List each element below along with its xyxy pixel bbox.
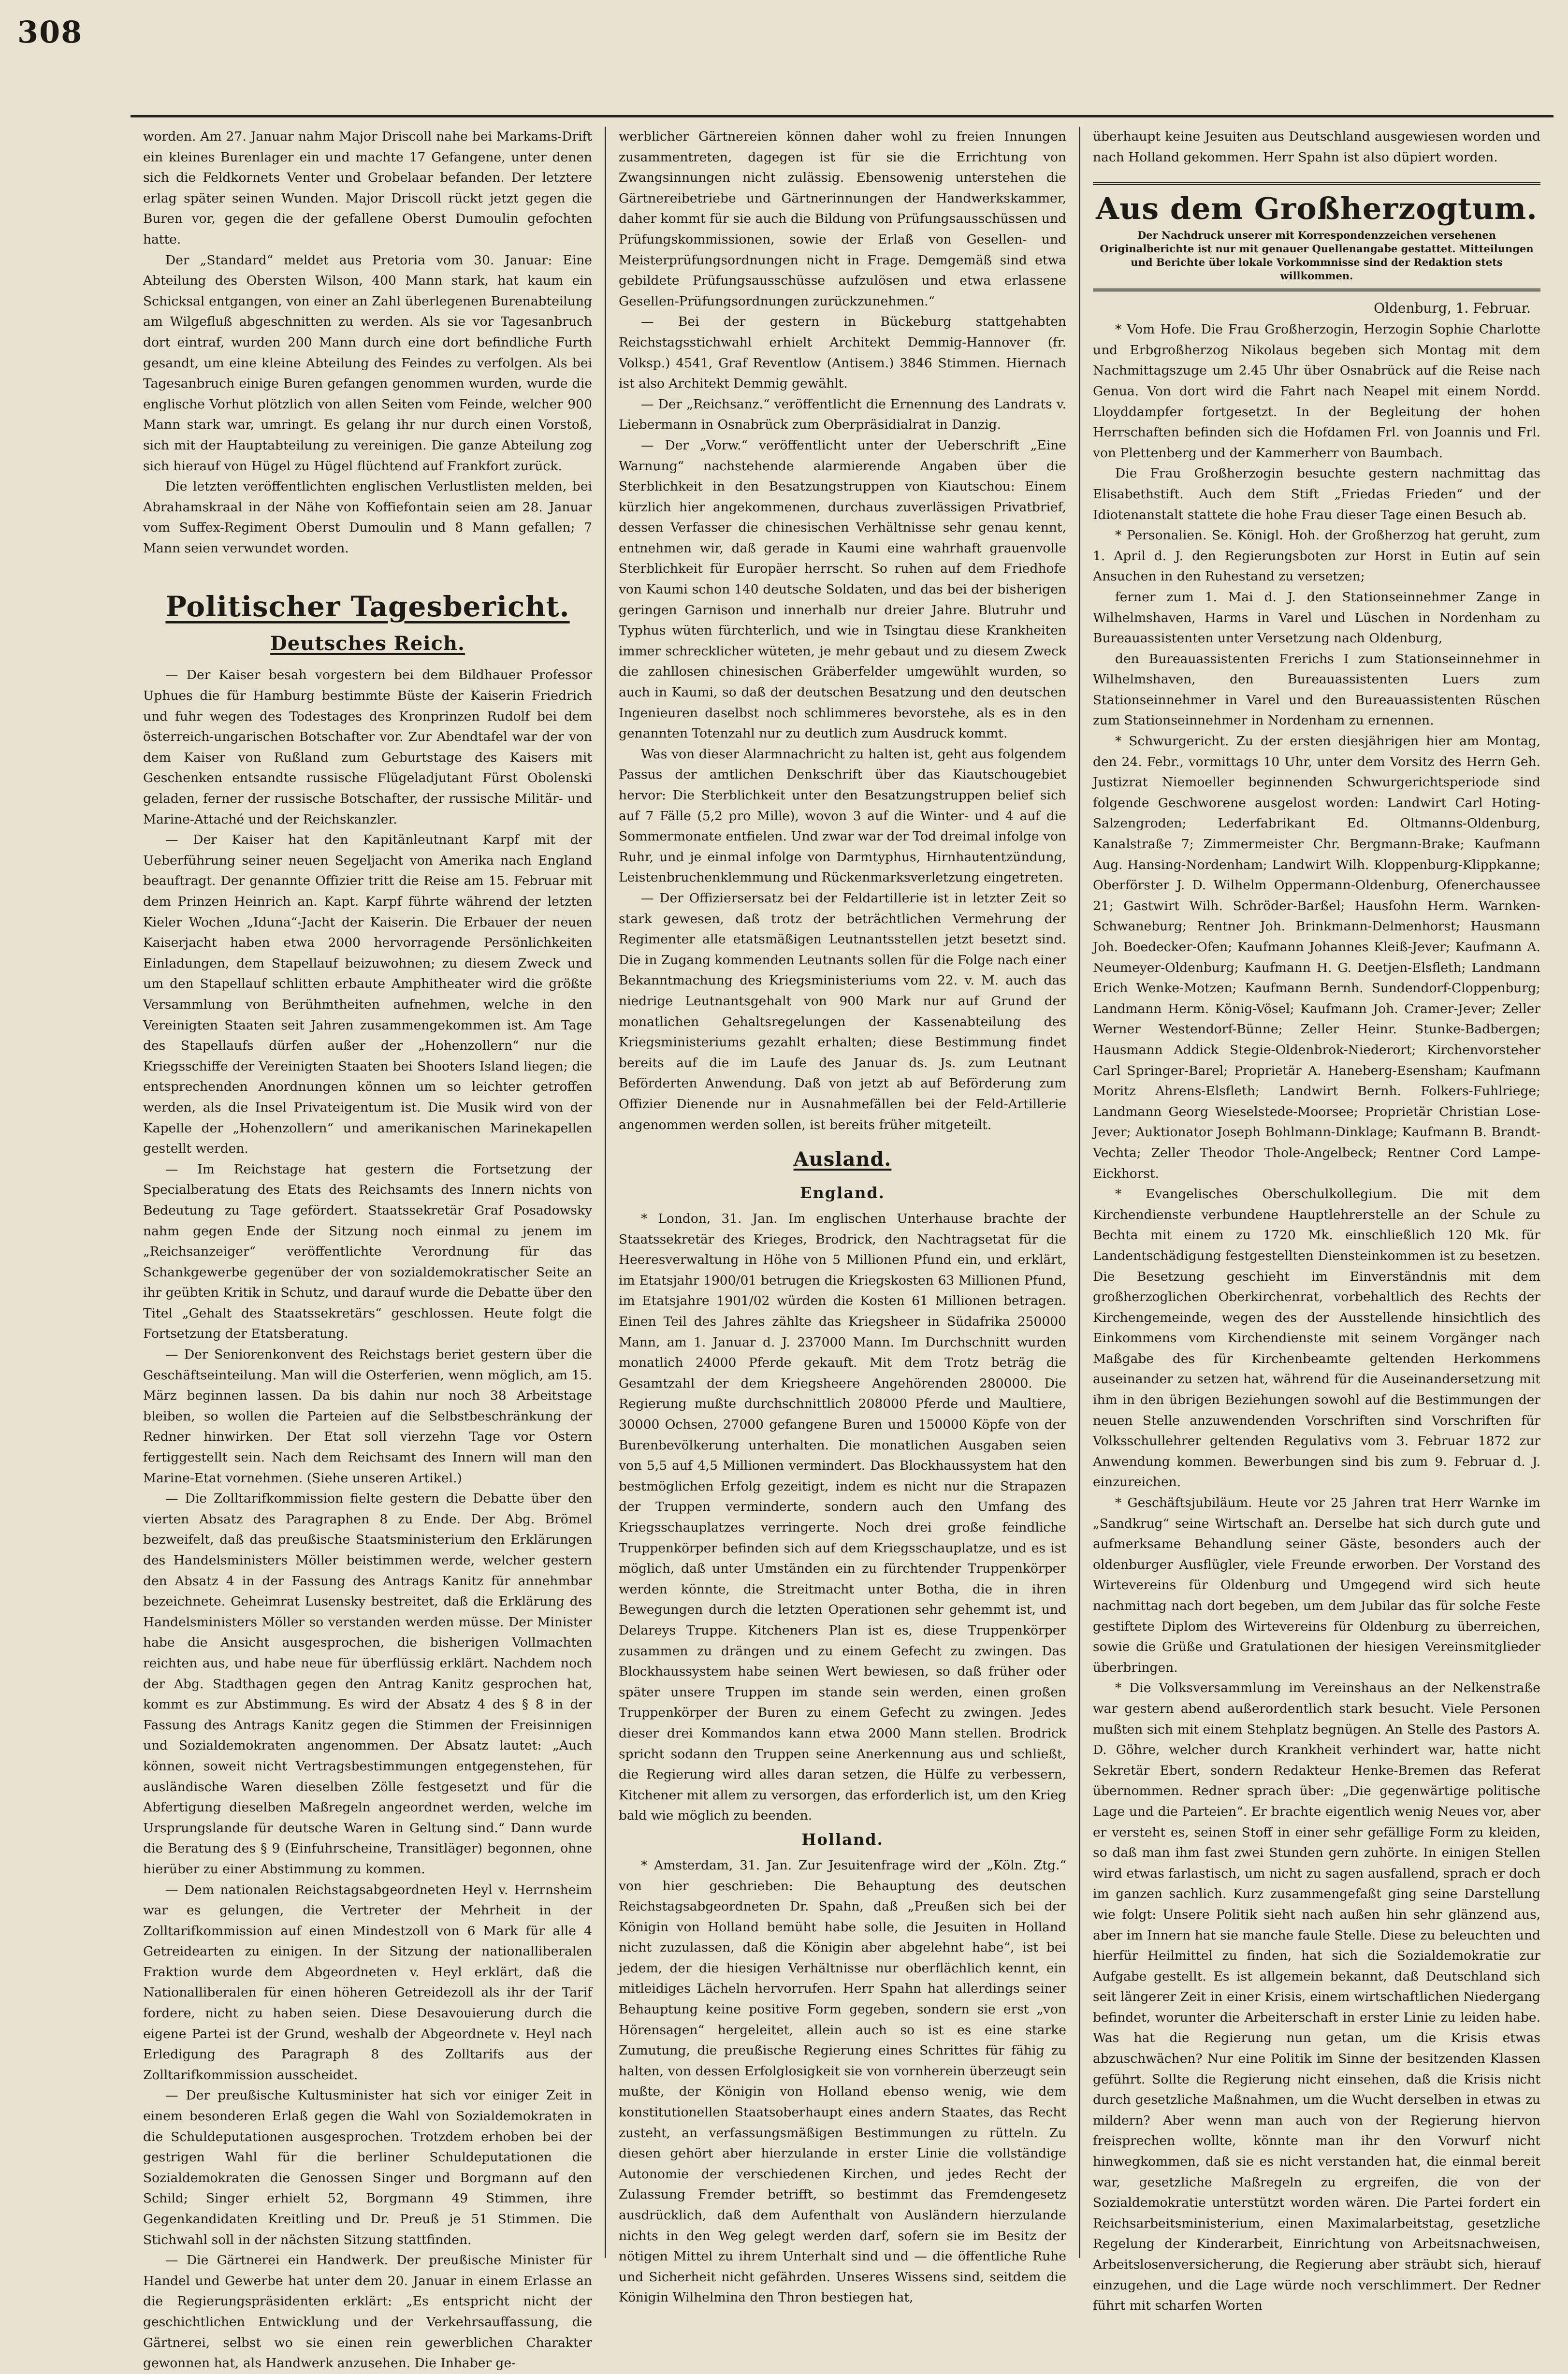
paragraph: — Der Seniorenkonvent des Reichstags beriet gestern über die Geschäftseinteilung. Man will die Osterferien, wenn möglich, am 15. März beginnen lassen. Da bis dahin nur noch 38 Arbeitstage bleiben, so wollen die Parteien auf die Selbstbeschränkung der Redner hinwirken. Der Etat soll vierzehn Tage vor Ostern fertiggestellt sein. Nach dem Reichsamt des Innern will man den Marine-Etat vornehmen. (Siehe unseren Artikel.) (143, 1347, 592, 1486)
paragraph: — Der „Vorw.“ veröffentlicht unter der Ueberschrift „Eine Warnung“ nachstehende alarmierende Angaben über die Sterblichkeit in den Besatzungstruppen von Kiautschou: Einem kürzlich hier angekommenen, durchaus zuverlässigen Privatbrief, dessen Verfasser die chinesischen Verhältnisse sehr genau kennt, entnehmen wir, daß gerade in Kaumi eine wahrhaft grauenvolle Sterblichkeit für Europäer herrscht. So ruhen auf dem Friedhofe von Kaumi schon 140 deutsche Soldaten, und das bei der bisherigen geringen Garnison und innerhalb nur dreier Jahre. Blutruhr und Typhus wüten fürchterlich, und wie in Tsingtau diese Krankheiten immer schrecklicher wüteten, je mehr gebaut und zu diesem Zweck die zahllosen chinesischen Gräberfelder umgewühlt wurden, so auch in Kaumi, so daß der deutschen Besatzung und den deutschen Ingenieuren daselbst noch schlimmeres bevorstehe, als es in den genannten Totenzahl nur zu deutlich zum Ausdruck kommt. (619, 437, 1066, 741)
subheading-england: England. (800, 1184, 885, 1202)
subheading-german-empire: Deutsches Reich. (270, 632, 465, 655)
column-2 (605, 127, 1079, 2305)
paragraph: Was von dieser Alarmnachricht zu halten ist, geht aus folgendem Passus der amtlichen Denkschrift über das Kiautschougebiet hervor: Die Sterblichkeit unter den Besatzungstruppen belief sich auf 7 Fälle (5,2 pro Mille), wovon 3 auf die Winter- und 4 auf die Sommermonate entfielen. Und zwar war der Tod dreimal infolge von Ruhr, und je einmal infolge von Darmtyphus, Hirnhautentzündung, Leistenbruchenklemmung und Rückenmarksverletzung eingetreten. (619, 746, 1066, 885)
column-3 (1079, 127, 1553, 2314)
section-heading-abroad: Ausland. (793, 1148, 892, 1171)
paragraph: * Personalien. Se. Königl. Hoh. der Großherzog hat geruht, zum 1. April d. J. den Regierungsboten zur Horst in Eutin auf sein Ansuchen in den Ruhestand zu versetzen; (1093, 528, 1540, 584)
paragraph: Die Frau Großherzogin besuchte gestern nachmittag das Elisabethstift. Auch dem Stift „Friedas Frieden“ und der Idiotenanstalt stattete die hohe Frau dieser Tage einen Besuch ab. (1093, 466, 1540, 522)
paragraph: * Geschäftsjubiläum. Heute vor 25 Jahren trat Herr Warnke im „Sandkrug“ seine Wirtschaft an. Derselbe hat sich durch gute und aufmerksame Behandlung seiner Gäste, besonders auch der oldenburger Ausflügler, viele Freunde erworben. Der Vorstand des Wirtevereins für Oldenburg und Umgegend wird sich heute nachmittag nach dort begeben, um dem Jubilar das für solche Feste gestiftete Diplom des Wirtevereins für Oldenburg zu überreichen, sowie die Grüße und Gratulationen der hiesigen Vereinsmitglieder überbringen. (1093, 1495, 1540, 1675)
paragraph: * Amsterdam, 31. Jan. Zur Jesuitenfrage wird der „Köln. Ztg.“ von hier geschrieben: Die Behauptung des deutschen Reichstagsabgeordneten Dr. Spahn, daß „Preußen sich bei der Königin von Holland bemüht habe solle, die Jesuiten in Holland nicht zuzulassen, daß die Königin aber abgelehnt habe“, ist bei jedem, der die hiesigen Verhältnisse nur oberflächlich kennt, ein mitleidiges Lächeln hervorrufen. Herr Spahn hat allerdings seiner Behauptung keine positive Form gegeben, sondern sie erst „von Hörensagen“ hergeleitet, allein auch so ist es eine starke Zumutung, die preußische Regierung eines Schrittes für fähig zu halten, von dessen Erfolglosigkeit sie von vornherein überzeugt sein mußte, der Königin von Holland ebenso wenig, wie dem konstitutionellen Staatsoberhaupt eines andern Staates, das Recht zusteht, an verfassungsmäßigen Bestimmungen zu rütteln. Zu diesen gehört aber hierzulande in erster Linie die vollständige Autonomie der verschiedenen Kirchen, und jedes Recht der Zulassung Fremder betrifft, so bestimmt das Fremdengesetz ausdrücklich, daß dem Aufenthalt von Ausländern hierzulande nichts in den Weg gelegt werden darf, sofern sie im Besitz der nötigen Mittel zu ihrem Unterhalt sind und — die öffentliche Ruhe und Sicherheit nicht gefährden. Unseres Wissens sind, seitdem die Königin Wilhelmina den Thron bestiegen hat, (619, 1857, 1066, 2305)
paragraph: Der „Standard“ meldet aus Pretoria vom 30. Januar: Eine Abteilung des Obersten Wilson, 400 Mann stark, hat kaum ein Schicksal entgangen, von einer an Zahl überlegenen Burenabteilung am Wilgefluß abgeschnitten zu werden. Als sie vor Tagesanbruch dort eintraf, wurden 200 Mann durch eine dort befindliche Furth gesandt, um eine kleine Abteilung des Feindes zu verfolgen. Als bei Tagesanbruch einige Buren gefangen genommen wurden, wurde die englische Vorhut plötzlich von allen Seiten vom Feinde, welcher 900 Mann stark war, umringt. Es gelang ihr nur durch einen Vorstoß, sich mit der Hauptabteilung zu vereinigen. Die ganze Abteilung zog sich hierauf von Hügel zu Hügel flüchtend auf Frankfort zurück. (143, 252, 592, 474)
paragraph: den Bureauassistenten Frerichs I zum Stationseinnehmer in Wilhelmshaven, den Bureauassistenten Luers zum Stationseinnehmer in Varel und den Bureauassistenten Rüschen zum Stationseinnehmer in Nordenham zu ernennen. (1093, 651, 1540, 728)
dateline: Oldenburg, 1. Februar. (1374, 300, 1531, 317)
section-heading-politics: Politischer Tagesbericht. (165, 590, 570, 623)
paragraph: * Vom Hofe. Die Frau Großherzogin, Herzogin Sophie Charlotte und Erbgroßherzog Nikolaus begeben sich Montag mit dem Nachmittagszuge um 2.45 Uhr über Osnabrück auf die Reise nach Genua. Von dort wird die Fahrt nach Neapel mit einem Nordd. Lloyddampfer fortgesetzt. In der Begleitung der hohen Herrschaften befinden sich die Hofdamen Frl. von Joannis und Frl. von Plettenberg und der Kammerherr von Baumbach. (1093, 322, 1540, 461)
paragraph: werblicher Gärtnereien können daher wohl zu freien Innungen zusammentreten, dagegen ist für sie die Errichtung von Zwangsinnungen nicht zulässig. Ebensowenig unterstehen die Gärtnereibetriebe und Gärtnerinnungen der Handwerkskammer, daher kommt für sie auch die Bildung von Prüfungsausschüssen und Prüfungskommissionen, sowie der Erlaß von Gesellen- und Meisterprüfungsordnungen nicht in Frage. Demgemäß sind etwa gebildete Prüfungsausschüsse aufzulösen und etwa erlassene Gesellen-Prüfungsordnungen zurückzunehmen.“ (619, 129, 1066, 309)
paragraph: Die letzten veröffentlichten englischen Verlustlisten melden, bei Abrahamskraal in der Nähe von Koffiefontain seien am 28. Januar vom Suffex-Regiment Oberst Dumoulin und 8 Mann gefallen; 7 Mann seien verwundet worden. (143, 479, 592, 556)
section-heading-grand-duchy: Aus dem Großherzogtum. (1096, 191, 1538, 227)
paragraph: — Der Kaiser hat den Kapitänleutnant Karpf mit der Ueberführung seiner neuen Segeljacht von Amerika nach England beauftragt. Der genannte Offizier tritt die Reise am 15. Februar mit dem Prinzen Heinrich an. Kapt. Karpf führte während der letzten Kieler Wochen „Iduna“-Jacht der Kaiserin. Die Erbauer der neuen Kaiserjacht haben etwa 2000 hervorragende Persönlichkeiten Einladungen, dem Stapellauf beizuwohnen; zu diesem Zweck und um den Stapellauf schlitten erbaute Amphitheater wird die größte Versammlung von Berühmtheiten aufnehmen, welche in den Vereinigten Staaten seit Jahren zusammengekommen ist. Am Tage des Stapellaufs dürfen außer der „Hohenzollern“ nur die Kriegsschiffe der Vereinigten Staaten bei Shooters Island liegen; die entsprechenden Anordnungen können um so leichter getroffen werden, als die Insel Privateigentum ist. Die Musik wird von der Kapelle der „Hohenzollern“ und amerikanischen Marinekapellen gestellt werden. (143, 832, 592, 1157)
paragraph: — Der preußische Kultusminister hat sich vor einiger Zeit in einem besonderen Erlaß gegen die Wahl von Sozialdemokraten in die Schuldeputationen ausgesprochen. Trotzdem erhoben bei der gestrigen Wahl für die berliner Schuldeputationen die Sozialdemokraten die Genossen Singer und Borgmann auf den Schild; Singer erhielt 52, Borgmann 49 Stimmen, ihre Gegenkandidaten Kreitling und Dr. Preuß je 51 Stimmen. Die Stichwahl soll in der nächsten Sitzung stattfinden. (143, 2088, 592, 2247)
paragraph: * Schwurgericht. Zu der ersten diesjährigen hier am Montag, den 24. Febr., vormittags 10 Uhr, unter dem Vorsitz des Herrn Geh. Justizrat Niemoeller beginnenden Schwurgerichtsperiode sind folgende Geschworene ausgelost worden: Landwirt Carl Hoting-Salzengroden; Lederfabrikant Ed. Oltmanns-Oldenburg, Kanalstraße 7; Zimmermeister Chr. Bergmann-Brake; Kaufmann Aug. Hansing-Nordenham; Landwirt Wilh. Kloppenburg-Klippkanne; Oberförster J. D. Wilhelm Oppermann-Oldenburg, Ofenerchaussee 21; Gastwirt Wilh. Schröder-Barßel; Hausfohn Herm. Warnken-Schwaneburg; Rentner Joh. Brinkmann-Delmenhorst; Hausmann Joh. Boedecker-Ofen; Kaufmann Johannes Kleiß-Jever; Kaufmann A. Neumeyer-Oldenburg; Kaufmann H. G. Deetjen-Elsfleth; Landmann Erich Wenke-Motzen; Kaufmann Bernh. Sundendorf-Cloppenburg; Landmann Herm. König-Vösel; Kaufmann Joh. Cramer-Jever; Zeller Werner Westendorf-Bünne; Zeller Heinr. Stunke-Badbergen; Hausmann Addick Stegie-Oldenbrok-Niederort; Kirchenvorsteher Carl Springer-Barel; Proprietär A. Haneberg-Esensham; Kaufmann Moritz Ahrens-Elsfleth; Landwirt Bernh. Folkers-Fuhlriege; Landmann Georg Wieselstede-Moorsee; Proprietär Christian Lose-Jever; Auktionator Joseph Bohlmann-Dinklage; Kaufmann B. Brandt-Vechta; Zeller Theodor Thole-Angelbeck; Rentner Cord Lampe-Eickhorst. (1093, 734, 1540, 1181)
paragraph: — Die Gärtnerei ein Handwerk. Der preußische Minister für Handel und Gewerbe hat unter dem 20. Januar in einem Erlasse an die Regierungspräsidenten erklärt: „Es entspricht nicht der geschichtlichen Entwicklung und der Verkehrsauffassung, die Gärtnerei, selbst wo sie einen rein gewerblichen Charakter gewonnen hat, als Handwerk anzusehen. Die Inhaber ge- (143, 2253, 592, 2371)
paragraph: — Dem nationalen Reichstagsabgeordneten Heyl v. Herrnsheim war es gelungen, die Vertreter der Mehrheit in der Zolltarifkommission auf einen Mindestzoll von 6 Mark für alle 4 Getreidearten zu einigen. In der Sitzung der nationalliberalen Fraktion wurde dem Abgeordneten v. Heyl erklärt, daß die Nationalliberalen für einen höheren Getreidezoll als ihr der Tarif fordere, nicht zu haben seien. Diese Desavouierung durch die eigene Partei ist der Grund, weshalb der Abgeordnete v. Heyl nach Erledigung des Paragraph 8 des Zolltarifs aus der Zolltarifkommission ausscheidet. (143, 1882, 592, 2083)
subheading-holland: Holland. (801, 1830, 884, 1849)
paragraph: * Die Volksversammlung im Vereinshaus an der Nelkenstraße war gestern abend außerordentlich stark besucht. Viele Personen mußten sich mit einem Stehplatz begnügen. An Stelle des Pastors A. D. Göhre, welcher durch Krankheit verhindert war, hatte nicht Sekretär Ebert, sondern Redakteur Henke-Bremen das Referat übernommen. Redner sprach über: „Die gegenwärtige politische Lage und die Parteien“. Er brachte eigentlich wenig Neues vor, aber er versteht es, seinen Stoff in einer sehr gefällige Form zu kleiden, so daß man ihm fast zwei Stunden gern zuhörte. In einigen Stellen wird etwas farlastisch, um nicht zu sagen ausfallend, sprach er doch im ganzen sachlich. Kurz zusammengefaßt ging seine Darstellung wie folgt: Unsere Politik sieht nach außen hin sehr glänzend aus, aber im Innern hat sie manche faule Stelle. Diese zu beleuchten und hierfür Heilmittel zu finden, hat sich die Sozialdemokratie zur Aufgabe gestellt. Es ist allgemein bekannt, daß Deutschland sich seit längerer Zeit in einer Krisis, einem wirtschaftlichen Niedergang befindet, worunter die Arbeiterschaft in erster Linie zu leiden habe. Was hat die Regierung nun getan, um die Krisis etwas abzuschwächen? Nur eine Politik im Sinne der besitzenden Klassen geführt. Sollte die Regierung nicht einsehen, daß die Krisis nicht durch gesetzliche Maßnahmen, um die Wucht derselben in etwas zu mildern? Aber wenn man auch von der Regierung hiervon freisprechen wollte, könnte man ihr den Vorwurf nicht hinwegkommen, daß sie es nicht verstanden hat, die einmal bereit war, gesetzliche Maßregeln zu ergreifen, die von der Sozialdemokratie unterstützt worden wären. Die Partei fordert ein Reichsarbeitsministerium, einen Maximalarbeitstag, gesetzliche Regelung der Kinderarbeit, Einrichtung von Arbeitsnachweisen, Arbeitslosenversicherung, die Regierung aber sträubt sich, hierauf einzugehen, und die Lage würde noch verschlimmert. Der Redner führt mit scharfen Worten (1093, 1680, 1540, 2314)
paragraph: — Der „Reichsanz.“ veröffentlicht die Ernennung des Landrats v. Liebermann in Osnabrück zum Oberpräsidialrat in Danzig. (619, 396, 1066, 433)
paragraph: überhaupt keine Jesuiten aus Deutschland ausgewiesen worden und nach Holland gekommen. Herr Spahn ist also düpiert worden. (1093, 129, 1540, 165)
paragraph: — Der Kaiser besah vorgestern bei dem Bildhauer Professor Uphues die für Hamburg bestimmte Büste der Kaiserin Friedrich und fuhr wegen des Todestages des Kronprinzen Rudolf bei dem österreich-ungarischen Botschafter vor. Zur Abendtafel war der von dem Kaiser von Rußland zum Geburtstage des Kaisers mit Geschenken entsandte russische Flügeladjutant Fürst Obolenski geladen, ferner der russische Botschafter, der russische Militär- und Marine-Attaché und der Reichskanzler. (143, 667, 592, 827)
paragraph: — Die Zolltarifkommission fielte gestern die Debatte über den vierten Absatz des Paragraphen 8 zu Ende. Der Abg. Brömel bezweifelt, daß das preußische Staatsministerium den Erklärungen des Handelsministers Möller beistimmen werde, welcher gestern den Absatz 4 in der Fassung des Antrags Kanitz für annehmbar bezeichnete. Geheimrat Lusensky bestreitet, daß die Erklärung des Handelsministers Möller so verstanden werden müsse. Der Minister habe die Ansicht ausgesprochen, die bisherigen Vollmachten reichten aus, und habe neue für überflüssig erklärt. Nachdem noch der Abg. Stadthagen gegen den Antrag Kanitz gesprochen hat, kommt es zur Abstimmung. Es wird der Absatz 4 des § 8 in der Fassung des Antrags Kanitz gegen die Stimmen der Freisinnigen und Sozialdemokraten angenommen. Der Absatz lautet: „Auch können, soweit nicht Vertragsbestimmungen entgegenstehen, für ausländische Waren dieselben Zölle festgesetzt und für die Abfertigung dieselben Maßregeln angeordnet werden, welche im Ursprungslande für deutsche Waren in Geltung sind.“ Dann wurde die Beratung des § 9 (Einfuhrscheine, Transitläger) begonnen, ohne hierüber zu einer Abstimmung zu kommen. (143, 1491, 592, 1877)
paragraph: worden. Am 27. Januar nahm Major Driscoll nahe bei Markams-Drift ein kleines Burenlager ein und machte 17 Gefangene, unter denen sich die Feldkornets Venter und Grobelaar befanden. Der letztere erlag später seinen Wunden. Major Driscoll rückt jetzt gegen die Buren vor, gegen die der gefallene Oberst Dumoulin gefochten hatte. (143, 129, 592, 247)
column-1 (131, 127, 605, 2371)
columns (131, 127, 1553, 2371)
reprint-note: Der Nachdruck unserer mit Korrespondenzzeichen versehenen Originalberichte ist nur mit genauer Quellenangabe gestattet. Mitteilungen und Berichte über lokale Vorkommnisse sind der Redaktion stets willkommen. (1100, 229, 1534, 282)
header-rule (131, 115, 1553, 117)
section-box-grand-duchy (1093, 182, 1540, 291)
paragraph: — Bei der gestern in Bückeburg stattgehabten Reichstagsstichwahl erhielt Architekt Demmig-Hannover (fr. Volksp.) 4541, Graf Reventlow (Antisem.) 3846 Stimmen. Hiernach ist also Architekt Demmig gewählt. (619, 314, 1066, 391)
paragraph: * Evangelisches Oberschulkollegium. Die mit dem Kirchendienste verbundene Hauptlehrerstelle an der Schule zu Bechta mit einem zu 1720 Mk. einschließlich 120 Mk. für Landentschädigung festgestellten Diensteinkommen ist zu besetzen. Die Besetzung geschieht im Einverständnis mit dem großherzoglichen Oberkirchenrat, vorbehaltlich des Rechts der Kirchengemeinde, wegen des der Ausstellende hinsichtlich des Einkommens vom Kirchendienste mit seinem Vorgänger nach Maßgabe des für Kirchenbeamte geltenden Herkommens auseinander zu setzen hat, während für die Auseinandersetzung mit ihm in den übrigen Beziehungen sowohl auf die Bestimmungen der neuen Stelle anzuwendenden Vorschriften sind Vorschriften für Volksschullehrer geltenden Regulativs vom 3. Februar 1872 zur Anwendung kommen. Bewerbungen sind bis zum 9. Februar d. J. einzureichen. (1093, 1187, 1540, 1490)
paragraph: — Der Offiziersersatz bei der Feldartillerie ist in letzter Zeit so stark gewesen, daß trotz der beträchtlichen Vermehrung der Regimenter alle etatsmäßigen Leutnantsstellen jetzt besetzt sind. Die in Zugang kommenden Leutnants sollen für die Folge nach einer Bekanntmachung des Kriegsministeriums vom 22. v. M. auch das niedrige Leutnantsgehalt von 900 Mark nur auf Grund der monatlichen Gehaltsregelungen der Kassenabteilung des Kriegsministeriums gezahlt erhalten; diese Bestimmung findet bereits auf die im Laufe des Januar ds. Js. zum Leutnant Beförderten Anwendung. Daß von jetzt ab auf Beförderung zum Offizier Dienende nur in Ausnahmefällen bei der Feld-Artillerie angenommen werden sollen, ist bereits früher mitgeteilt. (619, 890, 1066, 1132)
page-number: 308 (17, 14, 83, 50)
paragraph: — Im Reichstage hat gestern die Fortsetzung der Specialberatung des Etats des Reichsamts des Innern nichts von Bedeutung zu Tage gefördert. Staatssekretär Graf Posadowsky nahm gegen Ende der Sitzung noch einmal zu jenem im „Reichsanzeiger“ veröffentlichte Verordnung für das Schankgewerbe gegenüber der von sozialdemokratischer Seite an ihr geübten Kritik in Schutz, und darauf wurde die Debatte über den Titel „Gehalt des Staatssekretärs“ geschlossen. Heute folgt die Fortsetzung der Etatsberatung. (143, 1161, 592, 1342)
paragraph: * London, 31. Jan. Im englischen Unterhause brachte der Staatssekretär des Krieges, Brodrick, den Nachtragsetat für die Heeresverwaltung in Höhe von 5 Millionen Pfund ein, und erklärt, im Etatsjahr 1900/01 betrugen die Kriegskosten 63 Millionen Pfund, im Etatsjahre 1901/02 würden die Kosten 61 Millionen betragen. Einen Teil des Jahres zählte das Kriegsheer in Südafrika 250000 Mann, am 1. Januar d. J. 237000 Mann. Im Durchschnitt wurden monatlich 24000 Pferde gekauft. Mit dem Trotz beträg die Gesamtzahl der dem Kriegsheere Angehörenden 280000. Die Regierung mußte durchschnittlich 208000 Pferde und Maultiere, 30000 Ochsen, 27000 gefangene Buren und 150000 Köpfe von der Burenbevölkerung unterhalten. Die monatlichen Ausgaben seien von 5,5 auf 4,5 Millionen vermindert. Das Blockhaussystem hat den bestmöglichen Erfolg gezeitigt, indem es nicht nur die Strapazen der Truppen verminderte, sondern auch den Umfang des Kriegsschauplatzes verringerte. Noch drei große feindliche Truppenkörper befinden sich auf dem Kriegsschauplatze, und es ist möglich, daß unter Umständen ein zu fürchtender Truppenkörper werden könnte, die Streitmacht unter Botha, die in ihren Bewegungen durch die letzten Operationen sehr gehemmt ist, und Delareys Truppe. Kitcheners Plan ist es, diese Truppenkörper zusammen zu drängen und zu einem Gefecht zu zwingen. Das Blockhaussystem habe seinen Wert bewiesen, so daß früher oder später unsere Truppen im stande sein werden, einen großen Truppenkörper der Buren zu einem Gefecht zu zwingen. Jedes dieser drei Kommandos kann etwa 2000 Mann stellen. Brodrick spricht sodann den Truppen seine Anerkennung aus und schließt, die Regierung wird alles daran setzen, die Hülfe zu verbessern, Kitchener mit allem zu versorgen, das erforderlich ist, um den Krieg bald wie möglich zu beenden. (619, 1211, 1066, 1824)
paragraph: ferner zum 1. Mai d. J. den Stationseinnehmer Zange in Wilhelmshaven, Harms in Varel und Lüschen in Nordenham zu Bureauassistenten unter Versetzung nach Oldenburg, (1093, 589, 1540, 646)
